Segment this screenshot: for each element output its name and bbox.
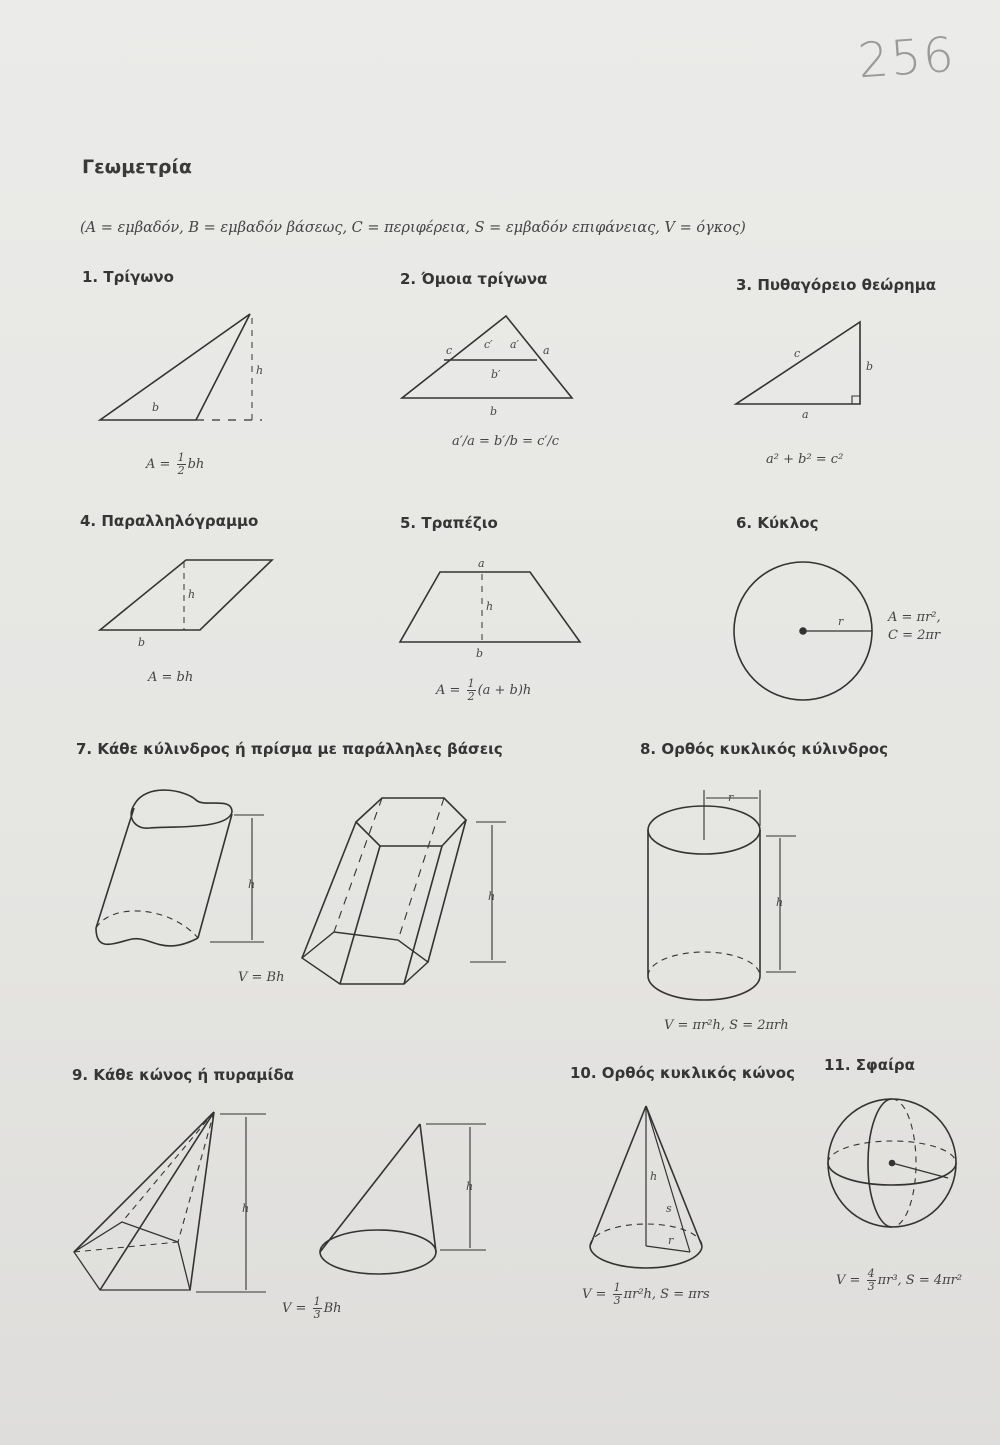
trapezoid-label-a: a — [478, 557, 485, 570]
right-cone-label-h: h — [650, 1170, 658, 1183]
section-2-heading: 2. Όμοια τρίγωνα — [400, 270, 548, 288]
section-7-heading: 7. Κάθε κύλινδρος ή πρίσμα με παράλληλες βάσεις — [76, 740, 503, 758]
section-11-heading: 11. Σφαίρα — [824, 1056, 915, 1074]
right-cylinder-label-r: r — [728, 791, 734, 804]
pyramid-edge-1 — [74, 1112, 214, 1252]
sphere-formula: V = $\frac{4}{3}$ πr³, S = 4πr² — [836, 1267, 963, 1293]
triangle-shape — [100, 314, 250, 420]
triangle-label-b: b — [152, 401, 160, 414]
right-cylinder-bottom-back — [648, 952, 760, 976]
cone-formula: V = $\frac{1}{3}$ πr²h, S = πrs — [582, 1281, 710, 1307]
prism-formula: V = Bh — [238, 970, 285, 985]
pyramid-label-h: h — [242, 1202, 250, 1215]
section-3-heading: 3. Πυθαγόρειο θεώρημα — [736, 276, 937, 294]
page-title: Γεωμετρία — [82, 156, 192, 178]
triangle-label-h: h — [256, 364, 264, 377]
cylinder-top-wavy-face — [131, 790, 232, 828]
pythagoras-label-a: a — [802, 408, 809, 421]
pythagoras-formula: a² + b² = c² — [766, 452, 844, 467]
pyramid-edge-3 — [190, 1112, 214, 1290]
parallelogram-shape — [100, 560, 272, 630]
parallelogram-figure — [100, 560, 272, 630]
right-cylinder-figure — [648, 790, 796, 1000]
sphere-meridian-back — [892, 1099, 916, 1227]
pyramid-formula: V = $\frac{1}{3}$ Bh — [282, 1295, 342, 1321]
sphere-equator-back — [828, 1141, 956, 1163]
sphere-radius-line — [892, 1163, 948, 1178]
prism-edge-3 — [404, 846, 442, 984]
right-cone-label-s: s — [666, 1202, 672, 1215]
similar-label-c: c — [446, 344, 453, 357]
right-cylinder-bottom-front — [648, 976, 760, 1000]
similar-label-c-prime: c′ — [484, 338, 493, 351]
pyramid-hidden-edge — [122, 1112, 214, 1222]
section-1-heading: 1. Τρίγωνο — [82, 268, 174, 286]
pyramid-hidden-edge-2 — [178, 1112, 214, 1242]
right-cone-figure — [590, 1106, 702, 1268]
prism-edge-1 — [302, 822, 356, 958]
oblique-cone-base — [320, 1230, 436, 1274]
right-cone-left-edge — [590, 1106, 646, 1246]
oblique-cone-figure — [320, 1124, 486, 1274]
oblique-cylinder-figure — [96, 790, 264, 946]
page-number: 256 — [856, 26, 958, 90]
circle-label-r: r — [838, 615, 844, 628]
sphere-center-point — [890, 1161, 895, 1166]
similar-formula: a′/a = b′/b = c′/c — [452, 434, 560, 449]
similar-outer-triangle — [402, 316, 572, 398]
right-triangle-shape — [736, 322, 860, 404]
parallelogram-label-h: h — [188, 588, 196, 601]
pyramid-figure — [74, 1112, 266, 1292]
oblique-cone-label-h: h — [466, 1180, 474, 1193]
parallelogram-label-b: b — [138, 636, 146, 649]
cylinder-right-edge — [198, 814, 232, 938]
circle-area-formula: A = πr², — [888, 610, 941, 625]
pythagoras-label-b: b — [866, 360, 874, 373]
triangle-figure — [100, 314, 262, 420]
similar-label-b-prime: b′ — [491, 368, 501, 381]
trapezoid-label-h: h — [486, 600, 494, 613]
parallelogram-formula: A = bh — [148, 670, 194, 685]
pythagoras-label-c: c — [794, 347, 801, 360]
section-8-heading: 8. Ορθός κυκλικός κύλινδρος — [640, 740, 889, 758]
cylinder-formula: V = πr²h, S = 2πrh — [664, 1018, 789, 1033]
oblique-cylinder-label-h: h — [248, 878, 256, 891]
right-cylinder-label-h: h — [776, 896, 784, 909]
cylinder-left-edge — [96, 808, 134, 928]
oblique-cone-right-edge — [420, 1124, 436, 1252]
similar-label-b: b — [490, 405, 498, 418]
cylinder-bottom-front — [96, 928, 198, 946]
pyramid-base — [74, 1222, 190, 1290]
trapezoid-label-b: b — [476, 647, 484, 660]
prism-bottom-hexagon-front — [302, 932, 428, 984]
pythagoras-figure — [736, 322, 860, 404]
prism-hidden-edge-2 — [398, 798, 444, 940]
similar-label-a: a — [543, 344, 550, 357]
legend: (A = εμβαδόν, B = εμβαδόν βάσεως, C = περιφέρεια, S = εμβαδόν επιφάνειας, V = όγκος) — [80, 220, 746, 236]
sphere-meridian-front — [868, 1099, 892, 1227]
right-cone-base-front — [590, 1246, 702, 1268]
right-cone-label-r: r — [668, 1234, 674, 1247]
section-6-heading: 6. Κύκλος — [736, 514, 819, 532]
prism-label-h: h — [488, 890, 496, 903]
prism-edge-2 — [340, 846, 380, 984]
sphere-equator-front — [828, 1163, 956, 1185]
right-angle-mark — [852, 396, 860, 404]
circle-figure — [734, 562, 872, 700]
similar-label-a-prime: a′ — [510, 338, 520, 351]
pyramid-edge-2 — [100, 1112, 214, 1290]
section-10-heading: 10. Ορθός κυκλικός κώνος — [570, 1064, 795, 1082]
similar-triangles-figure — [402, 316, 572, 398]
hexagonal-prism-figure — [302, 798, 506, 984]
triangle-formula: A = $\frac{1}{2}$ bh — [146, 451, 205, 477]
section-4-heading: 4. Παραλληλόγραμμο — [80, 512, 259, 530]
section-9-heading: 9. Κάθε κώνος ή πυραμίδα — [72, 1066, 294, 1084]
circle-center-point — [800, 628, 806, 634]
prism-top-hexagon — [356, 798, 466, 846]
circle-circumference-formula: C = 2πr — [888, 628, 941, 643]
trapezoid-formula: A = $\frac{1}{2}$ (a + b)h — [436, 677, 532, 703]
section-5-heading: 5. Τραπέζιο — [400, 514, 498, 532]
cylinder-bottom-back — [96, 911, 198, 938]
sphere-figure — [828, 1099, 956, 1227]
